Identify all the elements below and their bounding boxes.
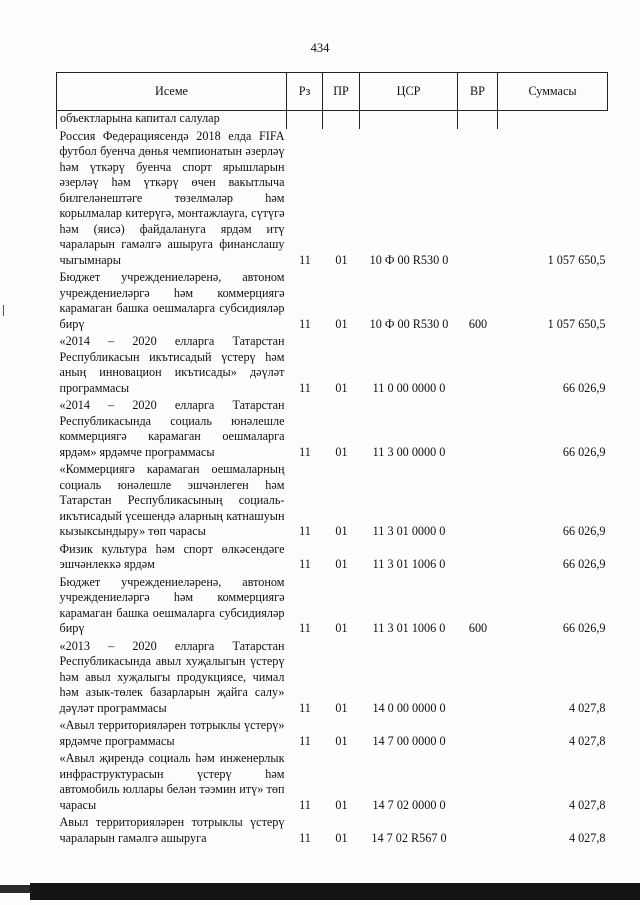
row-csr: 11 3 01 1006 0	[372, 621, 446, 635]
row-sum: 4 027,8	[568, 797, 606, 812]
row-vr	[458, 751, 498, 815]
row-csr: 10 Ф 00 R530 0	[369, 316, 449, 331]
row-vr	[458, 129, 498, 271]
budget-table	[56, 72, 608, 848]
row-sum: 4 027,8	[568, 700, 606, 715]
row-pr: 01	[335, 621, 348, 635]
row-rz: 11	[299, 252, 311, 267]
header-name: Исеме	[57, 73, 287, 111]
page-number: 434	[310, 41, 330, 55]
row-sum: 66 026,9	[562, 557, 606, 571]
row-vr	[458, 398, 498, 462]
header-pr: ПР	[323, 73, 360, 111]
table-row	[57, 398, 608, 462]
row-csr: 14 0 00 0000 0	[372, 700, 446, 715]
row-pr: 01	[335, 797, 348, 812]
table-row	[57, 718, 608, 751]
row-name: объектларына капитал салулар	[57, 111, 287, 129]
row-pr: 01	[335, 380, 348, 395]
row-csr: 14 7 00 0000 0	[372, 733, 446, 748]
row-sum: 4 027,8	[568, 733, 606, 748]
margin-mark	[3, 305, 4, 316]
row-csr: 11 0 00 0000 0	[372, 380, 446, 395]
row-vr	[458, 111, 498, 129]
row-vr	[458, 718, 498, 751]
scan-bottom-bar	[30, 883, 640, 900]
row-csr: 14 7 02 R567 0	[371, 830, 447, 845]
row-csr	[360, 111, 458, 129]
row-rz: 11	[299, 524, 311, 538]
row-rz: 11	[299, 733, 311, 748]
row-rz: 11	[299, 316, 311, 331]
header-row	[57, 73, 608, 111]
row-name: Физик культура һәм спорт өлкәсендәге эшчәнлеккә ярдәм	[59, 541, 285, 571]
table-row	[57, 111, 608, 129]
table-row	[57, 639, 608, 719]
row-pr	[323, 111, 360, 129]
row-vr	[458, 334, 498, 398]
row-pr: 01	[335, 316, 348, 331]
row-rz: 11	[299, 380, 311, 395]
row-sum: 1 057 650,5	[547, 316, 606, 331]
row-sum: 1 057 650,5	[547, 252, 606, 267]
header-csr: ЦСР	[360, 73, 458, 111]
row-pr: 01	[335, 524, 348, 538]
row-name: Бюджет учреждениеләренә, автоном учреждениеләргә һәм коммерциягә карамаган башка оешмаларга субсидияләр бирү	[59, 574, 285, 635]
row-pr: 01	[335, 252, 348, 267]
row-vr: 600	[468, 316, 488, 331]
row-rz: 11	[299, 444, 311, 459]
row-pr: 01	[335, 700, 348, 715]
row-vr	[458, 462, 498, 542]
row-csr: 11 3 01 0000 0	[372, 524, 446, 538]
table-row	[57, 542, 608, 575]
row-sum: 4 027,8	[568, 830, 606, 845]
row-name: Бюджет учреждениеләренә, автоном учреждениеләргә һәм коммерциягә карамаган башка оешмаларга субсидияләр бирү	[59, 270, 285, 331]
table-body	[57, 111, 608, 849]
row-csr: 11 3 00 0000 0	[372, 444, 446, 459]
row-vr: 600	[468, 621, 488, 635]
table-row	[57, 815, 608, 848]
row-csr: 10 Ф 00 R530 0	[369, 252, 449, 267]
header-vr: ВР	[458, 73, 498, 111]
row-rz: 11	[299, 621, 311, 635]
row-csr: 11 3 01 1006 0	[372, 557, 446, 571]
row-vr	[458, 542, 498, 575]
row-rz	[287, 111, 323, 129]
row-pr: 01	[335, 444, 348, 459]
row-sum	[498, 111, 608, 129]
header-rz: Рз	[287, 73, 323, 111]
row-pr: 01	[335, 830, 348, 845]
row-rz: 11	[299, 700, 311, 715]
table-row	[57, 751, 608, 815]
row-rz: 11	[299, 830, 311, 845]
row-name: Россия Федерациясендә 2018 елда FIFA футбол буенча дөнья чемпионатын әзерләү һәм үткәрү буенча спорт ярышларын әзерләү һәм үткәрү өчен вакытлыча билгеләнештәге төзелмәләр һәм корылмалар китерүгә, монтажлауга, сүтүгә һәм (яисә) файдалануга ярдәм итү чараларын гамәлгә ашыруга финанслашу чыгымнары	[59, 128, 285, 267]
row-name: «Коммерциягә карамаган оешмаларның социаль юнәлешле эшчәнлеген һәм Татарстан Республикасының социаль-икътисадый үсешендә аларның катнашуын кызыксындыру» төп чарасы	[59, 462, 285, 538]
table-row	[57, 334, 608, 398]
header-sum: Суммасы	[498, 73, 608, 111]
row-sum: 66 026,9	[562, 524, 606, 538]
row-sum: 66 026,9	[562, 444, 606, 459]
table-row	[57, 270, 608, 334]
row-sum: 66 026,9	[562, 621, 606, 635]
row-name: «2014 – 2020 елларга Татарстан Республикасын икътисадый үстерү һәм аның инновацион икътисады» дәүләт программасы	[59, 334, 285, 395]
row-name: «Авыл территорияләрен тотрыклы үстерү» ярдәмче программасы	[59, 718, 285, 748]
row-rz: 11	[299, 557, 311, 571]
row-name: «2013 – 2020 елларга Татарстан Республикасында авыл хуҗалыгын үстерү һәм авыл хуҗалыгы продукциясе, чимал һәм азык-төлек базарларын җайга салу» дәүләт программасы	[59, 638, 285, 715]
row-name: «Авыл җирендә социаль һәм инженерлык инфраструктурасын үстерү һәм автомобиль юллары белән тәэмин итү» төп чарасы	[59, 751, 285, 812]
scan-edge	[0, 885, 30, 893]
row-name: Авыл территорияләрен тотрыклы үстерү чараларын гамәлгә ашыруга	[59, 815, 285, 845]
row-sum: 66 026,9	[562, 380, 606, 395]
table-row	[57, 462, 608, 542]
row-name: «2014 – 2020 елларга Татарстан Республикасында социаль юнәлешле коммерциягә карамаган оешмаларга ярдәм» ярдәмче программасы	[59, 398, 285, 459]
row-vr	[458, 815, 498, 848]
row-pr: 01	[335, 733, 348, 748]
row-pr: 01	[335, 557, 348, 571]
row-vr	[458, 639, 498, 719]
table-row	[57, 129, 608, 271]
row-csr: 14 7 02 0000 0	[372, 797, 446, 812]
table-row	[57, 575, 608, 639]
row-rz: 11	[299, 797, 311, 812]
